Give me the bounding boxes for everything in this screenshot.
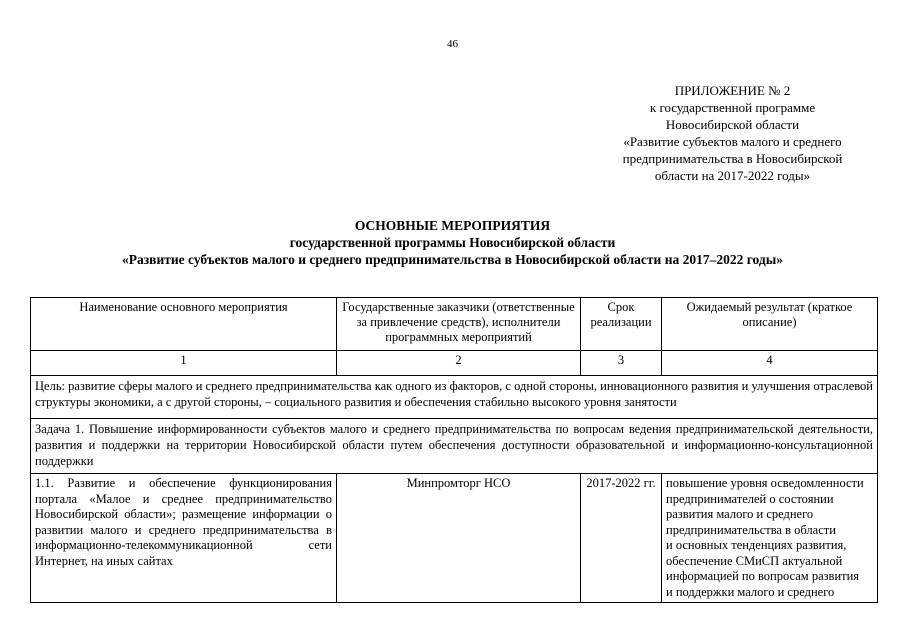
column-number: 3 — [581, 351, 662, 376]
appendix-line: предпринимательства в Новосибирской — [622, 151, 843, 166]
heading-title: ОСНОВНЫЕ МЕРОПРИЯТИЯ — [354, 218, 551, 233]
activities-table — [30, 297, 878, 603]
appendix-line: Новосибирской области — [665, 117, 800, 132]
heading-program-name: «Развитие субъектов малого и среднего предпринимательства в Новосибирской области на 2017–2022 годы» — [121, 252, 784, 267]
result-line: предпринимательства в области — [666, 522, 836, 537]
activity-period: 2017-2022 гг. — [581, 474, 662, 603]
column-number: 2 — [337, 351, 581, 376]
appendix-line: области на 2017-2022 годы» — [654, 168, 811, 183]
result-line: и поддержки малого и среднего — [666, 584, 835, 599]
column-number: 4 — [662, 351, 878, 376]
result-line: обеспечение СМиСП актуальной — [666, 553, 843, 568]
column-header-activity: Наименование основного мероприятия — [31, 298, 337, 351]
activity-name: 1.1. Развитие и обеспечение функционирования портала «Малое и среднее предпринимательство Новосибирской области»; размещение информации о развитии малого и среднего предпринимательства в информационно-телекоммуникационной сети Интернет, на иных сайтах — [31, 474, 337, 603]
activity-customer: Минпромторг НСО — [337, 474, 581, 603]
column-header-result: Ожидаемый результат (краткое описание) — [662, 298, 878, 351]
goal-text: Цель: развитие сферы малого и среднего предпринимательства как одного из факторов, с одной стороны, инновационного развития и улучшения отраслевой структуры экономики, а с другой стороны, – социального развития и обеспечения стабильно высокого уровня занятости — [31, 376, 878, 419]
result-line: развития малого и среднего — [666, 507, 814, 521]
table-header-row — [31, 298, 878, 351]
goal-row — [31, 376, 878, 419]
result-line: повышение уровня осведомленности — [666, 476, 864, 490]
appendix-line: «Развитие субъектов малого и среднего — [623, 134, 842, 149]
activity-result — [662, 474, 878, 603]
result-line: и основных тенденциях развития, — [666, 538, 847, 552]
task-row — [31, 419, 878, 474]
column-header-customers: Государственные заказчики (ответственные за привлечение средств), исполнители программных мероприятий — [337, 298, 581, 351]
table-row — [31, 474, 878, 603]
heading-subtitle: государственной программы Новосибирской области — [289, 235, 616, 250]
appendix-block — [590, 82, 875, 184]
page-number: 46 — [447, 38, 458, 50]
column-header-period: Срок реализации — [581, 298, 662, 351]
column-number: 1 — [31, 351, 337, 376]
column-number-row — [31, 351, 878, 376]
appendix-line: к государственной программе — [649, 100, 816, 115]
task-text: Задача 1. Повышение информированности субъектов малого и среднего предпринимательства по вопросам ведения предпринимательской деятельности, развития и поддержки на территории Новосибирской области путем обеспечения доступности образовательной и информационно-консультационной поддержки — [31, 419, 878, 474]
document-heading — [0, 217, 905, 268]
result-line: предпринимателей о состоянии — [666, 491, 834, 506]
result-line: информацией по вопросам развития — [666, 569, 860, 583]
appendix-line: ПРИЛОЖЕНИЕ № 2 — [674, 83, 791, 98]
